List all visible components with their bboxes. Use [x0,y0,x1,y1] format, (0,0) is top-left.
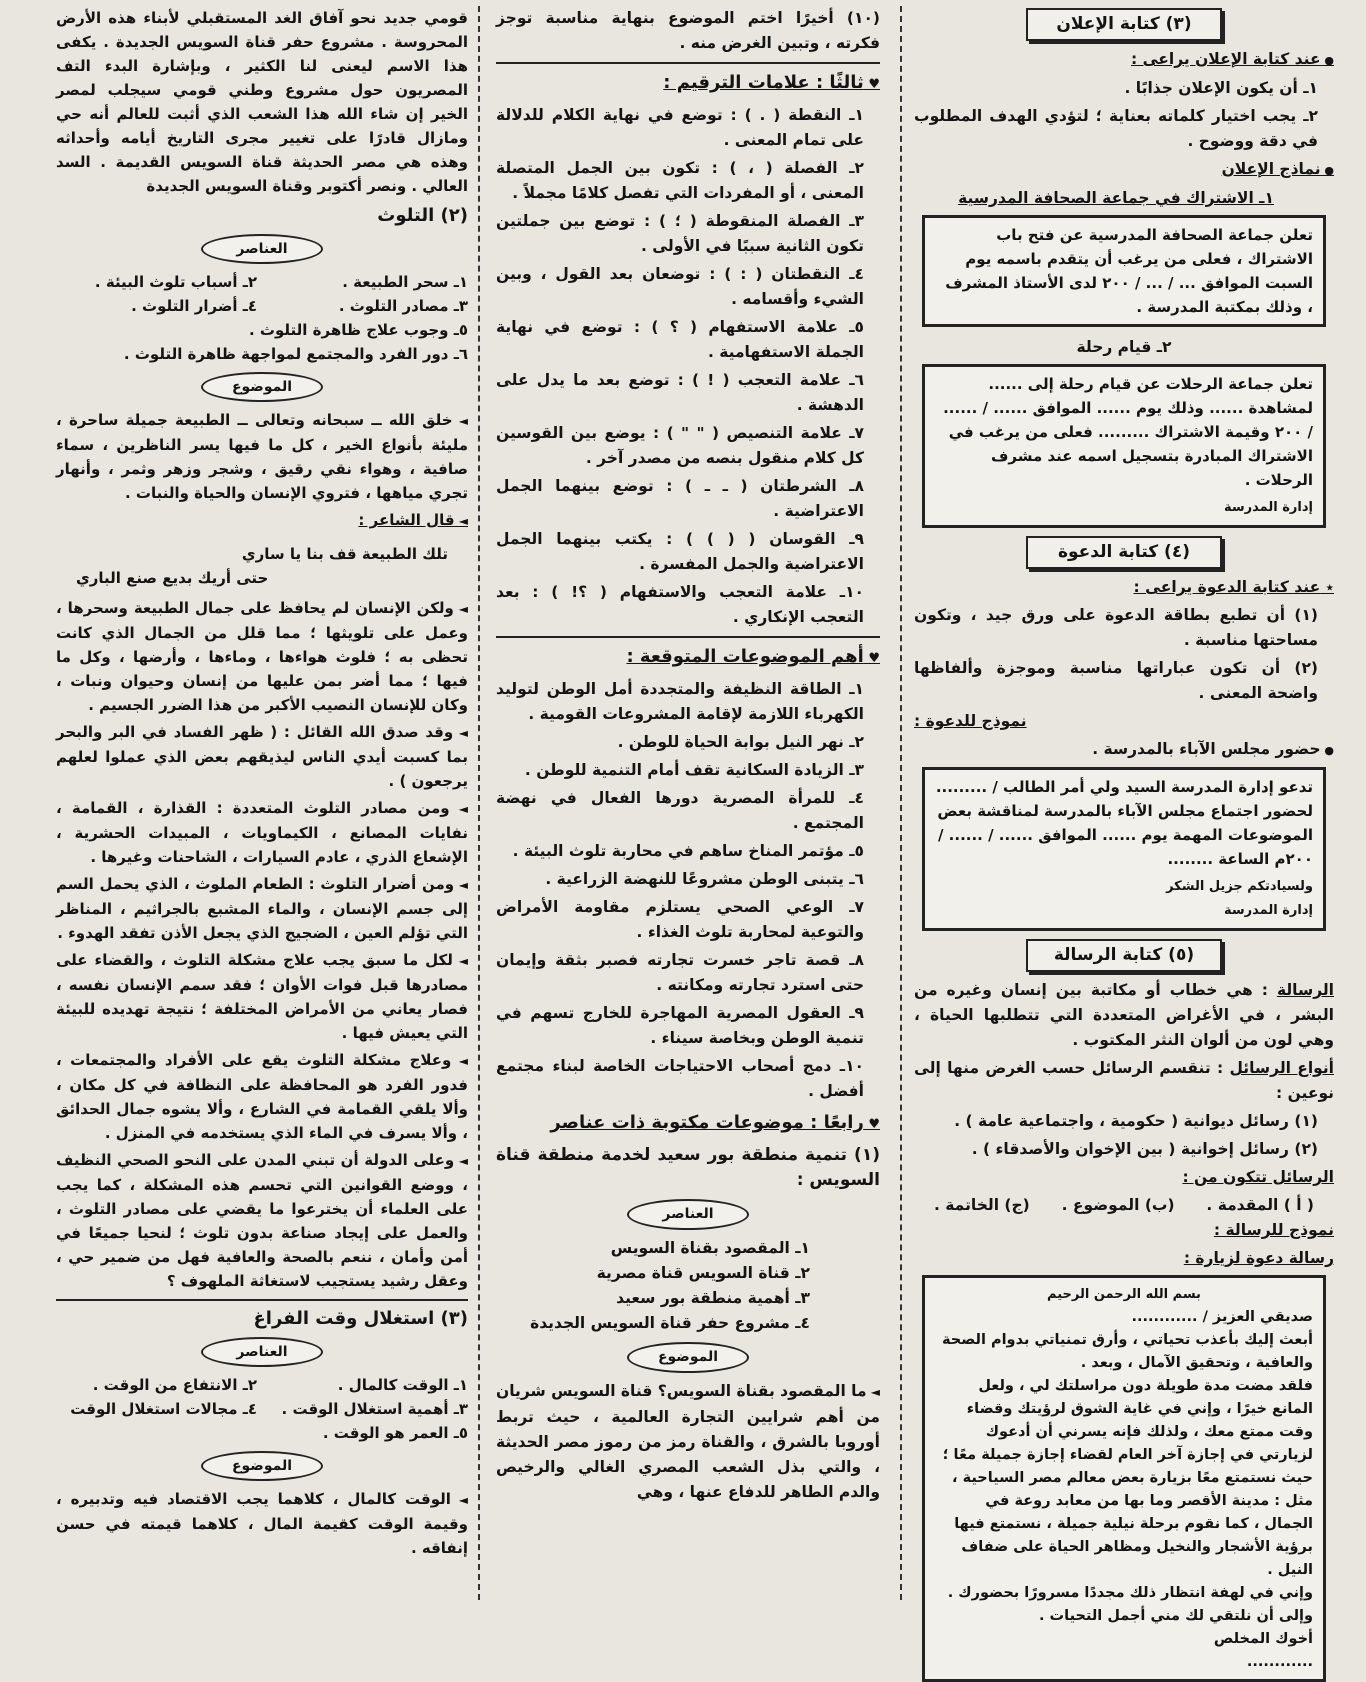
elements-label: العناصر [201,1337,323,1367]
element-item: ١ـ المقصود بقناة السويس [610,1239,810,1257]
letter-signature-dots: ............ [1246,1654,1313,1670]
pollution-paragraph-6: ◄ لكل ما سبق يجب علاج مشكلة التلوث ، والقضاء على مصادرها قبل فوات الأوان ؛ فقد سمم الإنسان نفسه ، فصار يعاني من الأمراض المختلفة ؛ نتيجة تهديده للبيئة التي يعيش فيها . [56,948,468,1045]
invitation-rule-2: (٢) أن تكون عباراتها مناسبة وموجزة وألفاظها واضحة المعنى . [914,659,1318,702]
letter-paragraph-1: أبعث إليك بأعذب تحياتي ، وأرق تمنياتي بدوام الصحة والعافية ، وتحقيق الآمال ، وبعد . [941,1332,1313,1371]
essay-1-continued: قومي جديد نحو آفاق الغد المستقبلي لأبناء هذه الأرض المحروسة . مشروع حفر قناة السويس الجديدة . يكفى هذا الاسم ليعنى لنا الكثير ، وبإشارة البدء التف المصريون حول مشروع وطني قومي سيجلب لمصر الخير إن شاء الله هذا الشعب الذي أثبت للعالم أنه حي ومازال قادرًا على تغيير مجرى التاريخ أيامه وأحداثه وهذه هي مصر الحديثة قناة السويس القديمة . السد العالي . ونصر أكتوبر وقناة السويس الجديدة [56,9,468,195]
punctuation-item: ١٠ـ علامة التعجب والاستفهام ( ؟! ) : بعد التعجب الإنكاري . [496,583,864,626]
announcement-rule-2: ٢ـ يجب اختيار كلماته بعناية ؛ لتؤدي الهدف المطلوب في دقة ووضوح . [914,107,1318,150]
letter-parts [914,1193,1334,1218]
expected-topic: ١ـ الطاقة النظيفة والمتجددة أمل الوطن لتوليد الكهرباء اللازمة لإقامة المشروعات القومية . [496,680,864,723]
letter-definition-text: : هي خطاب أو مكاتبة بين إنسان وغيره من البشر ، في الأغراض المتعددة التي تتطلبها الحياة ، وهي لون من ألوان النثر المكتوب . [914,981,1334,1049]
invitation-rules-heading: ٭ عند كتابة الدعوة يراعى : [914,575,1334,600]
announcement-1-text: تعلن جماعة الصحافة المدرسية عن فتح باب الاشتراك ، فعلى من يرغب أن يتقدم باسمه يوم السبت الموافق ... / ... / ٢٠٠ لدى الأستاذ المشرف ، وذلك بمكتبة المدرسة . [945,226,1313,316]
letter-paragraph-3: وإني في لهفة انتظار ذلك مجددًا مسرورًا بحضورك . وإلى أن نلتقي لك مني أجمل التحيات . [947,1585,1313,1624]
expected-topics-heading: ♥ أهم الموضوعات المتوقعة : [496,644,880,671]
invitation-thanks: ولسيادتكم جزيل الشكر [1166,879,1313,894]
element-item: ٦ـ دور الفرد والمجتمع لمواجهة ظاهرة التلوث . [123,345,468,363]
punctuation-item: ٧ـ علامة التنصيص ( " " ) : يوضع بين القوسين كل كلام منقول بنصه من مصدر آخر . [496,424,864,467]
invitation-model-title: ● حضور مجلس الآباء بالمدرسة . [914,737,1334,763]
column-divider-2 [478,6,480,1600]
letter-box [922,1275,1326,1682]
punctuation-item: ٣ـ الفصلة المنقوطة ( ؛ ) : توضع بين جملتين تكون الثانية سببًا في الأولى . [496,212,864,255]
punctuation-item: ١ـ النقطة ( . ) : توضع في نهاية الكلام للدلالة على تمام المعنى . [496,106,864,149]
pollution-paragraph-5: ◄ ومن أضرار التلوث : الطعام الملوث ، الذي يحمل السم إلى جسم الإنسان ، والماء المشبع بالجراثيم ، المناظر التي تؤلم العين ، الضجيج الذي يجعل الأذن تفقد الهدوء . [56,872,468,945]
announcement-2-title: ٢ـ قيام رحلة [1076,338,1172,356]
letter-types-label: أنواع الرسائل [1229,1059,1334,1077]
element-item: ٣ـ مصادر التلوث . [338,297,468,315]
expected-topic: ٣ـ الزيادة السكانية تقف أمام التنمية للوطن . [524,761,864,779]
announcement-2-signature: إدارة المدرسة [1224,500,1313,515]
poem-verse-1: تلك الطبيعة قف بنا يا ساري [241,545,448,563]
punctuation-item: ٨ـ الشرطتان ( ـ ـ ) : توضع بينهما الجمل الاعتراضية . [496,477,864,520]
divider [496,636,880,638]
element-item: ٣ـ أهمية استغلال الوقت . [281,1400,468,1418]
letter-part-b: (ب) الموضوع . [1061,1196,1175,1214]
letter-part-a: ( أ ) المقدمة . [1206,1196,1314,1214]
element-item: ٤ـ أضرار التلوث . [131,297,257,315]
letter-type-1: (١) رسائل ديوانية ( حكومية ، واجتماعية عامة ) . [954,1112,1318,1130]
punctuation-item: ٩ـ القوسان ( ( ) ) : يكتب بينهما الجمل الاعتراضية والجمل المفسرة . [496,530,864,573]
letter-definition [914,978,1334,1053]
letter-model-title: رسالة دعوة لزيارة : [1183,1249,1334,1267]
letter-types [914,1056,1334,1106]
expected-topic: ٧ـ الوعي الصحي يستلزم مقاومة الأمراض والتوعية لمحاربة تلوث الغذاء . [496,898,864,941]
time-elements [56,1373,468,1445]
invitation-box [922,767,1326,931]
column-divider-1 [900,6,902,1600]
invitation-model-heading: نموذج للدعوة : [914,712,1027,730]
subject-label: الموضوع [201,372,323,402]
essay-2-title: (٢) التلوث [377,205,468,226]
time-paragraph-1: ◄ الوقت كالمال ، كلاهما يجب الاقتصاد فيه وتدبيره ، وقيمة الوقت كقيمة المال ، كلاهما قيمته في حسن إنفاقه . [56,1487,468,1560]
elements-label: العناصر [627,1199,749,1230]
letter-parts-heading: الرسائل تتكون من : [1182,1168,1334,1186]
subject-label: الموضوع [201,1451,323,1481]
middle-column [480,6,900,1600]
announcement-1-box [922,215,1326,327]
announcement-rules-heading: ● عند كتابة الإعلان يراعى : [914,47,1334,73]
punctuation-heading: ♥ ثالثًا : علامات الترقيم : [496,70,880,97]
punctuation-item: ٥ـ علامة الاستفهام ( ؟ ) : توضع في نهاية الجملة الاستفهامية . [496,318,864,361]
invitation-text: تدعو إدارة المدرسة السيد ولي أمر الطالب / ......... لحضور اجتماع مجلس الآباء بالمدرسة لمناقشة بعض الموضوعات المهمة يوم ...... الموافق ...... / ...... / ٢٠٠م الساعة ........ [935,778,1313,868]
element-item: ٢ـ أسباب تلوث البيئة . [94,273,257,291]
announcement-2-box [922,364,1326,528]
letter-paragraph-2: فلقد مضت مدة طويلة دون مراسلتك لي ، ولعل المانع خيرًا ، وإني في غاية الشوق لرؤيتك وقضاء وقت ممتع معك ، ولذلك فإنه يسرني أن أدعوك لزيارتي في إجازة آخر العام لقضاء إجازة جميلة معًا ؛ حيث نستمتع معًا بزيارة بعض معالم مصر السياحية ، مثل : مدينة الأقصر وما بها من معابد روعة في الجمال ، كما نقوم برحلة نيلية جميلة ، نستمتع فيها برؤية الأشجار والنخيل ومظاهر الحياة على ضفاف النيل . [942,1378,1313,1578]
section-title-announcement: (٣) كتابة الإعلان [1026,8,1222,41]
letter-basmala: بسم الله الرحمن الرحيم [1047,1287,1201,1302]
poem [56,536,468,596]
expected-topic: ٨ـ قصة تاجر خسرت تجارته فصبر بثقة وإيمان حتى استرد تجارته ومكانته . [496,951,864,994]
divider [56,1299,468,1301]
pollution-paragraph-7: ◄ وعلاج مشكلة التلوث يقع على الأفراد والمجتمعات ، فدور الفرد هو المحافظة على النظافة في كل مكان ، وألا يلقي القمامة في الشارع ، وألا يشوه جمال الحدائق ، وألا يسرف في الماء الذي يستخدمه في المنزل . [56,1048,468,1145]
subject-label: الموضوع [627,1342,749,1373]
announcement-rule-1: ١ـ أن يكون الإعلان جذابًا . [1124,79,1318,97]
element-item: ٢ـ قناة السويس قناة مصرية [596,1264,810,1282]
right-column [902,6,1352,1670]
expected-topic: ٦ـ يتبنى الوطن مشروعًا للنهضة الزراعية . [545,870,864,888]
step-10: (١٠) أخيرًا اختم الموضوع بنهاية مناسبة توجز فكرته ، وتبين الغرض منه . [496,9,880,52]
pollution-paragraph-3: ◄ وقد صدق الله القائل : ( ظهر الفساد في البر والبحر بما كسبت أيدي الناس ليذيقهم بعض الذي عملوا لعلهم يرجعون ) . [56,720,468,793]
announcement-models-heading: ● نماذج الإعلان [914,157,1334,183]
element-item: ١ـ الوقت كالمال . [337,1376,468,1394]
expected-topic: ٤ـ للمرأة المصرية دورها الفعال في نهضة المجتمع . [496,789,864,832]
element-item: ٣ـ أهمية منطقة بور سعيد [616,1289,810,1307]
expected-topic: ٢ـ نهر النيل بوابة الحياة للوطن . [617,733,864,751]
element-item: ٥ـ العمر هو الوقت . [322,1424,468,1442]
divider [496,62,880,64]
punctuation-item: ٤ـ النقطتان ( : ) : توضعان بعد القول ، وبين الشيء وأقسامه . [496,265,864,308]
pollution-elements [56,270,468,318]
letter-definition-label: الرسالة [1276,981,1334,999]
essay-3-title: (٣) استغلال وقت الفراغ [253,1308,468,1329]
essay-1-body: ◄ ما المقصود بقناة السويس؟ قناة السويس شريان من أهم شرايين التجارة العالمية ، حيث تربط أوروبا بالشرق ، والقناة رمز من رموز مصر الحديثة ، والتي بذل الشعب المصري الغالي والرخيص والدم الطاهر للدفاع عنها ، وهي [496,1379,880,1505]
pollution-paragraph-4: ◄ ومن مصادر التلوث المتعددة : القذارة ، القمامة ، نفايات المصانع ، الكيماويات ، المبيدات الحشرية ، الإشعاع الذري ، عادم السيارات ، الشاحنات وغيرها . [56,796,468,869]
expected-topic: ٥ـ مؤتمر المناخ ساهم في محاربة تلوث البيئة . [512,842,864,860]
pollution-paragraph-8: ◄ وعلى الدولة أن تبني المدن على النحو الصحي النظيف ، ووضع القوانين التي تحسم هذه المشكلة ، كما يجب على العلماء أن يخترعوا ما يقضي على مصادر التلوث ، والعمل على إيجاد صناعة بدون تلوث ؛ لنحيا جميعًا في أمن وأمان ، ننعم بالصحة والعافية فهل من ضمير حي ، وعقل رشيد يستجيب لاستغاثة الملهوف ؟ [56,1148,468,1293]
expected-topic: ٩ـ العقول المصرية المهاجرة للخارج تسهم في تنمية الوطن وبخاصة سيناء . [496,1004,864,1047]
section-title-letter: (٥) كتابة الرسالة [1026,939,1222,972]
pollution-paragraph-1: ◄ خلق الله ــ سبحانه وتعالى ــ الطبيعة جميلة ساحرة ، مليئة بأنواع الخير ، كل ما فيها يسر الناظرين ، سماء صافية ، وهواء نقي رقيق ، وشجر وزهر وثمر ، وأنهار تجري مياهها ، فتروي الإنسان والحياة والنبات . [56,408,468,505]
announcement-1-title: ١ـ الاشتراك في جماعة الصحافة المدرسية [958,189,1274,207]
poem-verse-2: حتى أريك بديع صنع الباري [76,569,269,587]
letter-model-heading: نموذج للرسالة : [1213,1221,1334,1239]
letter-type-2: (٢) رسائل إخوانية ( بين الإخوان والأصدقاء ) . [971,1140,1318,1158]
letter-types-text: : تنقسم الرسائل حسب الغرض منها إلى نوعين : [914,1059,1334,1102]
invitation-rule-1: (١) أن تطبع بطاقة الدعوة على ورق جيد ، وتكون مساحتها مناسبة . [914,606,1318,649]
letter-part-c: (ج) الخاتمة . [934,1196,1030,1214]
letter-signature: أخوك المخلص [1213,1631,1313,1647]
invitation-signature: إدارة المدرسة [1224,903,1313,918]
punctuation-item: ٢ـ الفصلة ( ، ) : تكون بين الجمل المتصلة المعنى ، أو المفردات التي تفصل كلامًا مجملاً . [496,159,864,202]
element-item: ٤ـ مجالات استغلال الوقت [70,1400,257,1418]
element-item: ٤ـ مشروع حفر قناة السويس الجديدة [530,1314,810,1332]
letter-greeting: صديقي العزيز / ............ [1131,1309,1313,1325]
punctuation-item: ٦ـ علامة التعجب ( ! ) : توضع بعد ما يدل على الدهشة . [496,371,864,414]
essay-1-title: (١) تنمية منطقة بور سعيد لخدمة منطقة قناة السويس : [496,1145,880,1190]
left-column [38,6,478,1600]
poet-heading: ◄ قال الشاعر : [56,508,468,533]
essay-1-elements [496,1236,880,1336]
announcement-2-text: تعلن جماعة الرحلات عن قيام رحلة إلى ...... لمشاهدة ...... وذلك يوم ...... الموافق ...... / ...... / ٢٠٠ وقيمة الاشتراك ......... فعلى من يرغب في الاشتراك المبادرة بتسجيل اسمه عند مشرف الرحلات . [943,375,1313,489]
fourth-section-heading: ♥ رابعًا : موضوعات مكتوبة ذات عناصر [496,1110,880,1137]
element-item: ٢ـ الانتفاع من الوقت . [92,1376,257,1394]
element-item: ٥ـ وجوب علاج ظاهرة التلوث . [249,321,468,339]
section-title-invitation: (٤) كتابة الدعوة [1026,536,1222,569]
pollution-paragraph-2: ◄ ولكن الإنسان لم يحافظ على جمال الطبيعة وسحرها ، وعمل على تلويثها ؛ مما قلل من الجمال الذي كانت تحظى به ؛ فلوث هواءها ، وماءها ، وأرضها ، وكل ما فيها ؛ مما أضر بمن عليها من إنسان وحيوان ونبات ، وكان للإنسان النصيب الأكبر من هذا الضرر الجسيم . [56,596,468,717]
element-item: ١ـ سحر الطبيعة . [342,273,468,291]
expected-topic: ١٠ـ دمج أصحاب الاحتياجات الخاصة لبناء مجتمع أفضل . [496,1057,864,1100]
elements-label: العناصر [201,234,323,264]
